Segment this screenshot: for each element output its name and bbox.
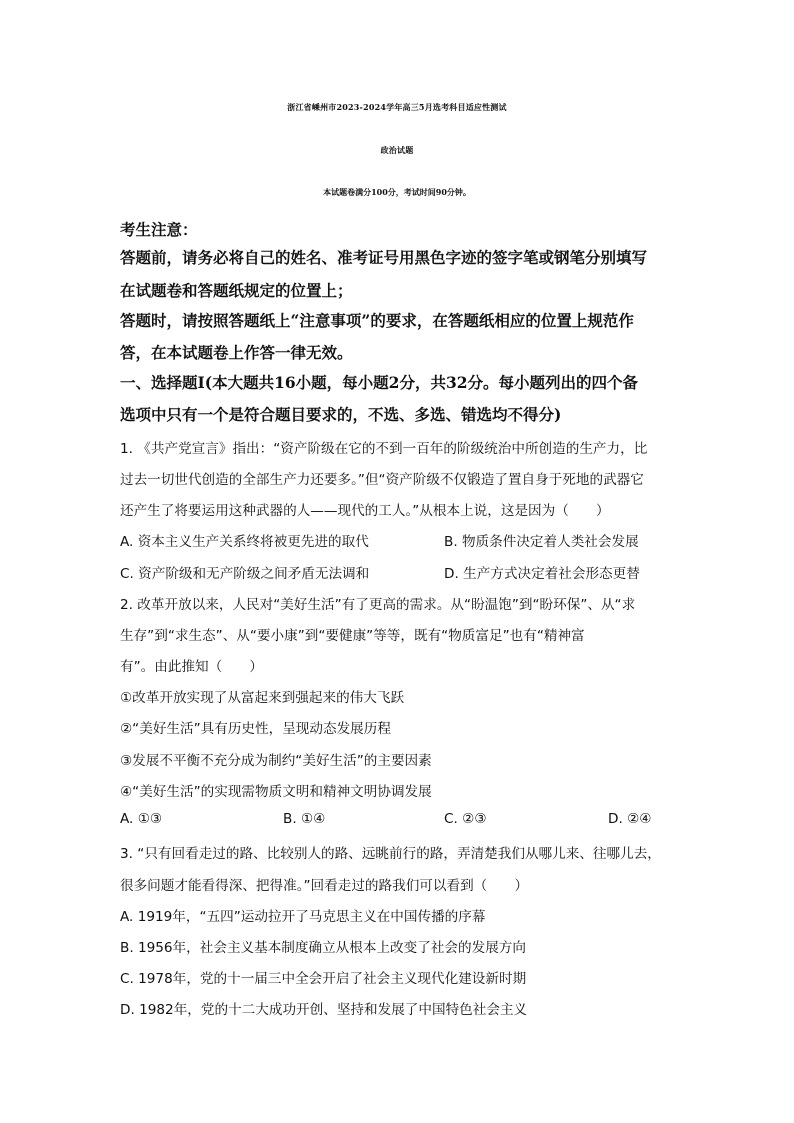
subject-title: 政治试题 <box>380 145 414 155</box>
exam-title: 浙江省嵊州市2023-2024学年高三5月选考科目适应性测试 <box>287 102 507 112</box>
question-1-option-d: D. 生产方式决定着社会形态更替 <box>444 566 640 582</box>
question-2-option-d: D. ②④ <box>608 811 652 827</box>
question-3-option-a: A. 1919年，“五四”运动拉开了马克思主义在中国传播的序幕 <box>120 909 486 925</box>
notice-line: 答题前，请务必将自己的姓名、准考证号用黑色字迹的签字笔或钢笔分别填写 <box>120 248 648 267</box>
question-1-text: 还产生了将要运用这种武器的人——现代的工人。”从根本上说，这是因为（ ） <box>120 503 610 519</box>
question-2-option-b: B. ①④ <box>283 811 326 827</box>
question-3-option-c: C. 1978年，党的十一届三中全会开启了社会主义现代化建设新时期 <box>120 971 527 987</box>
question-1-text: 过去一切世代创造的全部生产力还要多。”但“资产阶级不仅锻造了置自身于死地的武器它 <box>120 472 644 488</box>
notice-line: 在试题卷和答题纸规定的位置上； <box>120 281 353 300</box>
exam-subtitle: 本试题卷满分100分，考试时间90分钟。 <box>323 187 471 197</box>
question-2-option-a: A. ①③ <box>120 811 163 827</box>
section-heading: 选项中只有一个是符合题目要求的，不选、多选、错选均不得分) <box>120 405 562 424</box>
notice-heading: 考生注意： <box>120 220 198 239</box>
question-1-option-a: A. 资本主义生产关系终将被更先进的取代 <box>120 534 369 550</box>
notice-line: 答题时，请按照答题纸上“注意事项”的要求，在答题纸相应的位置上规范作 <box>120 311 634 330</box>
question-3-text: 很多问题才能看得深、把得准。”回看走过的路我们可以看到（ ） <box>120 878 529 894</box>
section-heading: 一、选择题Ⅰ(本大题共16小题，每小题2分，共32分。每小题列出的四个备 <box>120 373 639 392</box>
question-2-statement: ④“美好生活”的实现需物质文明和精神文明协调发展 <box>120 784 432 800</box>
question-2-text: 生存”到“求生态”、从“要小康”到“要健康”等等，既有“物质富足”也有“精神富 <box>120 628 585 644</box>
question-3-option-b: B. 1956年，社会主义基本制度确立从根本上改变了社会的发展方向 <box>120 940 526 956</box>
question-1-text: 1. 《共产党宣言》指出：“资产阶级在它的不到一百年的阶级统治中所创造的生产力，比 <box>120 441 648 457</box>
question-1-option-c: C. 资产阶级和无产阶级之间矛盾无法调和 <box>120 566 370 582</box>
notice-line: 答，在本试题卷上作答一律无效。 <box>120 343 353 362</box>
question-2-option-c: C. ②③ <box>444 811 487 827</box>
question-1-option-b: B. 物质条件决定着人类社会发展 <box>444 534 639 550</box>
question-2-text: 有”。由此推知（ ） <box>120 659 263 675</box>
question-3-option-d: D. 1982年，党的十二大成功开创、坚持和发展了中国特色社会主义 <box>120 1002 528 1018</box>
question-3-text: 3. “只有回看走过的路、比较别人的路、远眺前行的路，弄清楚我们从哪儿来、往哪儿去， <box>120 846 661 862</box>
question-2-statement: ②“美好生活”具有历史性，呈现动态发展历程 <box>120 721 391 737</box>
question-2-statement: ③发展不平衡不充分成为制约“美好生活”的主要因素 <box>120 753 432 769</box>
question-2-statement: ①改革开放实现了从富起来到强起来的伟大飞跃 <box>120 690 405 706</box>
question-2-text: 2. 改革开放以来，人民对“美好生活”有了更高的需求。从“盼温饱”到“盼环保”、从“求 <box>120 597 636 613</box>
